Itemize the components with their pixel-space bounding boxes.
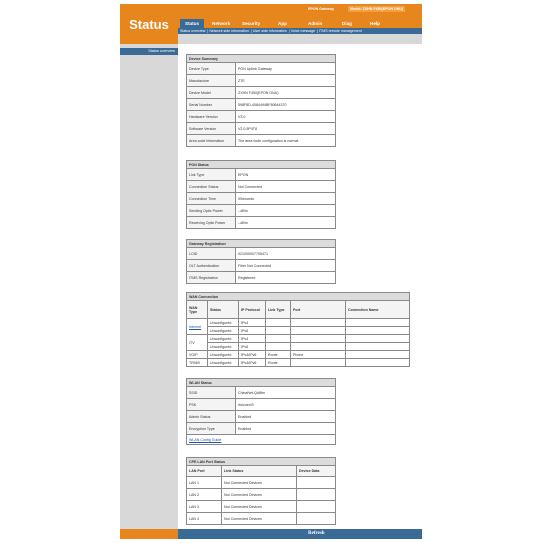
table-cell: Not Connected Devices	[222, 513, 297, 525]
table-cell: LAN 3	[187, 501, 222, 513]
tab-security[interactable]: Security	[242, 21, 261, 26]
wan-connection-title: WAN Connection	[187, 293, 410, 301]
table-cell: Unconfigured	[208, 327, 239, 335]
table-cell: LAN 4	[187, 513, 222, 525]
table-cell	[291, 327, 346, 335]
table-cell	[291, 359, 346, 367]
table-cell: Device Type	[187, 63, 236, 75]
table-cell: Unconfigured	[208, 343, 239, 351]
column-header: LAN Port	[187, 466, 222, 477]
gateway-label: EPON Gateway	[308, 7, 334, 11]
table-cell	[297, 477, 336, 489]
table-cell: Enabled	[236, 411, 336, 423]
lan-port-status-table	[186, 457, 336, 525]
table-cell: ZXHN F450(EPON ONU)	[236, 87, 336, 99]
tab-admin[interactable]: Admin	[308, 21, 323, 26]
column-header: Device Data	[297, 466, 336, 477]
table-cell: ChinaNet-Qd8fm	[236, 387, 336, 399]
tab-status[interactable]: Status	[180, 19, 204, 28]
table-cell: Manufacture	[187, 75, 236, 87]
table-cell: Enabled	[236, 423, 336, 435]
tab-app[interactable]: App	[278, 21, 287, 26]
table-cell: Phone	[291, 351, 346, 359]
model-label: Model: ZXHN F450(EPON ONU)	[350, 7, 404, 11]
tab-help[interactable]: Help	[370, 21, 380, 26]
wlan-status-title: WLAN Status	[187, 379, 336, 387]
table-cell: TR069	[187, 359, 208, 367]
table-cell	[297, 501, 336, 513]
table-cell: Receiving Optic Power	[187, 217, 236, 229]
table-cell: PSK	[187, 399, 236, 411]
tab-diag[interactable]: Diag	[342, 21, 352, 26]
column-header: Port	[291, 301, 346, 319]
table-cell	[346, 319, 410, 327]
table-cell: Unconfigured	[208, 351, 239, 359]
gateway-registration-title: Gateway Registration	[187, 240, 336, 248]
header-divider	[178, 34, 422, 44]
table-cell: IPv6	[239, 327, 266, 335]
table-cell: IPv4/IPv6	[239, 359, 266, 367]
router-admin-page	[120, 4, 422, 539]
table-cell: Route	[266, 351, 291, 359]
table-cell: Hardware Version	[187, 111, 236, 123]
refresh-button[interactable]: Refresh	[308, 531, 325, 536]
table-cell: ITV	[187, 335, 208, 351]
table-cell: VOIP	[187, 351, 208, 359]
column-header: Link Type	[266, 301, 291, 319]
table-cell: PON Uplink Gateway	[236, 63, 336, 75]
table-cell: Unconfigured	[208, 359, 239, 367]
table-cell: Admin Status	[187, 411, 236, 423]
table-cell: SSID	[187, 387, 236, 399]
pon-status-title: PON Status	[187, 161, 336, 169]
table-cell: Not Connected	[236, 181, 336, 193]
wlan-config-guide-link[interactable]: WLAN Config Guide	[189, 437, 222, 442]
table-cell: 0Seconds	[236, 193, 336, 205]
table-cell: rfuicoect3	[236, 399, 336, 411]
table-cell	[291, 335, 346, 343]
sidebar	[120, 44, 178, 529]
tab-network[interactable]: Network	[212, 21, 231, 26]
table-cell: EPON	[236, 169, 336, 181]
column-header: Connection Name	[346, 301, 410, 319]
column-header: WAN Type	[187, 301, 208, 319]
table-cell: Serial Number	[187, 99, 236, 111]
table-cell	[291, 343, 346, 351]
wan-connection-table	[186, 292, 410, 367]
column-header: Link Status	[222, 466, 297, 477]
table-cell: ZTE	[236, 75, 336, 87]
table-cell: IPv4/IPv6	[239, 351, 266, 359]
sub-navigation: Status overview | Network side information | User side information | Voice message | ITMS remote management	[178, 28, 422, 34]
main-content	[178, 44, 422, 529]
table-cell: Software Version	[187, 123, 236, 135]
table-cell: 598F8D-4084494BF80644370	[236, 99, 336, 111]
table-cell: Not Connected Devices	[222, 501, 297, 513]
wlan-status-table	[186, 378, 336, 445]
table-cell	[297, 513, 336, 525]
wan-type-internet-link[interactable]: Internet	[189, 324, 202, 329]
wan-type-cell[interactable]	[187, 319, 208, 335]
main-tabs	[178, 16, 422, 28]
table-cell: Device Model	[187, 87, 236, 99]
footer-right	[178, 529, 422, 539]
table-cell: Connection Status	[187, 181, 236, 193]
table-cell: Area code information	[187, 135, 236, 147]
table-cell	[346, 327, 410, 335]
subnav-itms[interactable]: ITMS remote management	[319, 29, 362, 33]
footer-bar	[120, 529, 422, 539]
table-cell: Sending Optic Power	[187, 205, 236, 217]
table-cell: IPv4	[239, 335, 266, 343]
wlan-link-cell	[187, 435, 336, 445]
device-summary-table	[186, 54, 336, 147]
table-cell: Unconfigured	[208, 319, 239, 327]
table-cell: Fiber Not Connected	[236, 260, 336, 272]
table-cell: Not Connected Devices	[222, 477, 297, 489]
page-logo: Status	[120, 4, 178, 44]
top-info-bar	[178, 4, 422, 16]
table-cell	[297, 489, 336, 501]
sidebar-item-status-overview[interactable]: Status overview	[120, 48, 178, 55]
column-header: Status	[208, 301, 239, 319]
table-cell: LAN 1	[187, 477, 222, 489]
table-cell: Encryption Type	[187, 423, 236, 435]
table-cell	[346, 351, 410, 359]
subnav-voice-message[interactable]: Voice message	[290, 29, 316, 33]
table-cell: LOID	[187, 248, 236, 260]
table-cell: V2.0.5P4T8	[236, 123, 336, 135]
table-cell: --dBm	[236, 205, 336, 217]
top-bar	[120, 4, 422, 44]
table-cell	[346, 343, 410, 351]
table-cell: IPv4	[239, 319, 266, 327]
column-header: IP Protocol	[239, 301, 266, 319]
table-cell	[266, 327, 291, 335]
pon-status-table	[186, 160, 336, 229]
table-cell: V3.0	[236, 111, 336, 123]
table-cell: --dBm	[236, 217, 336, 229]
lan-port-status-title: CPE LAN Port Status	[187, 458, 336, 466]
device-summary-title: Device Summary	[187, 55, 336, 63]
gateway-registration-table	[186, 239, 336, 284]
table-cell	[266, 343, 291, 351]
table-cell: Route	[266, 359, 291, 367]
table-cell: 021000007705471	[236, 248, 336, 260]
table-cell: OLT Authentication	[187, 260, 236, 272]
table-cell: Connection Time	[187, 193, 236, 205]
subnav-status-overview[interactable]: Status overview	[180, 29, 206, 33]
subnav-network-side[interactable]: Network side information	[209, 29, 249, 33]
table-cell	[266, 335, 291, 343]
table-cell: IPv6	[239, 343, 266, 351]
table-cell: The area code configuration is normal	[236, 135, 336, 147]
table-cell: Not Connected Devices	[222, 489, 297, 501]
table-cell	[291, 319, 346, 327]
table-cell	[266, 319, 291, 327]
table-cell: Unconfigured	[208, 335, 239, 343]
subnav-user-side[interactable]: User side information	[252, 29, 287, 33]
table-cell: Registered	[236, 272, 336, 284]
table-cell: Link Type	[187, 169, 236, 181]
table-cell: ITMS Registration	[187, 272, 236, 284]
table-cell	[346, 335, 410, 343]
footer-left	[120, 529, 178, 539]
table-cell: LAN 2	[187, 489, 222, 501]
table-cell	[346, 359, 410, 367]
